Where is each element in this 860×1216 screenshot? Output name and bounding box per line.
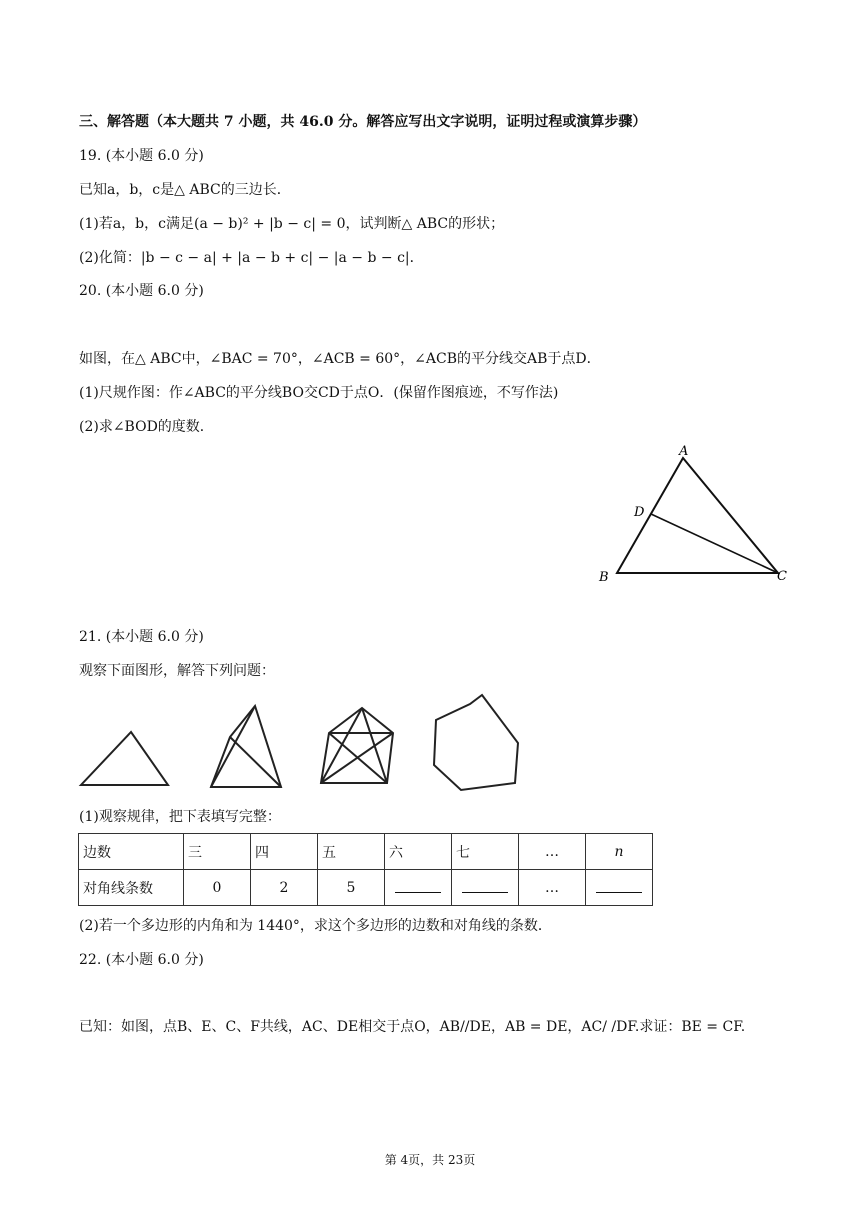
- table-cell: 对角线条数: [79, 870, 184, 906]
- answer-blank[interactable]: [395, 878, 441, 893]
- label-a: A: [679, 444, 689, 459]
- figure-quadrilateral: [211, 706, 281, 787]
- table-cell: [586, 870, 653, 906]
- q21-part2: (2)若一个多边形的内角和为 1440°，求这个多边形的边数和对角线的条数．: [79, 918, 552, 934]
- q20-title: 20. (本小题 6.0 分): [79, 283, 204, 299]
- label-d: D: [634, 505, 645, 520]
- q19-stem: 已知a，b，c是△ ABC的三边长．: [79, 182, 291, 198]
- q19-part2: (2)化简：|b − c − a| + |a − b + c| − |a − b − c|．: [79, 250, 424, 266]
- table-cell: [452, 870, 519, 906]
- figure-triangle: [81, 732, 168, 785]
- q20-stem: 如图，在△ ABC中，∠BAC = 70°，∠ACB = 60°，∠ACB的平分线交AB于点D．: [79, 351, 601, 367]
- q22-stem: 已知：如图，点B、E、C、F共线，AC、DE相交于点O，AB//DE，AB = DE，AC/ /DF.求证：BE = CF.: [79, 1019, 746, 1035]
- table-cell: 三: [184, 834, 251, 870]
- table-cell: 六: [385, 834, 452, 870]
- q20-part1: (1)尺规作图：作∠ABC的平分线BO交CD于点O．(保留作图痕迹，不写作法): [79, 385, 559, 401]
- q21-title: 21. (本小题 6.0 分): [79, 629, 204, 645]
- table-row: [79, 834, 653, 870]
- q21-part1: (1)观察规律，把下表填写完整：: [79, 809, 281, 825]
- q19-part1: (1)若a，b，c满足(a − b)² + |b − c| = 0，试判断△ ABC的形状；: [79, 216, 505, 232]
- table-cell: 0: [184, 870, 251, 906]
- page-footer: 第 4页，共 23页: [384, 1153, 476, 1167]
- table-cell: n: [586, 834, 653, 870]
- figure-heptagon: [434, 695, 518, 790]
- table-cell: 5: [318, 870, 385, 906]
- table-cell: 边数: [79, 834, 184, 870]
- table-cell: …: [519, 870, 586, 906]
- table-cell: 2: [251, 870, 318, 906]
- diagonal-table: [78, 833, 653, 906]
- label-c: C: [777, 569, 787, 584]
- section-heading: 三、解答题（本大题共 7 小题，共 46.0 分。解答应写出文字说明，证明过程或演算步骤）: [79, 114, 647, 130]
- table-cell: [385, 870, 452, 906]
- q20-part2: (2)求∠BOD的度数．: [79, 419, 214, 435]
- answer-blank[interactable]: [462, 878, 508, 893]
- table-cell: 七: [452, 834, 519, 870]
- label-b: B: [599, 570, 609, 585]
- table-cell: 五: [318, 834, 385, 870]
- q19-title: 19. (本小题 6.0 分): [79, 148, 204, 164]
- figure-pentagon: [321, 708, 393, 783]
- q21-stem: 观察下面图形，解答下列问题：: [79, 663, 275, 679]
- table-cell: 四: [251, 834, 318, 870]
- q22-title: 22. (本小题 6.0 分): [79, 952, 204, 968]
- answer-blank[interactable]: [596, 878, 642, 893]
- table-row: [79, 870, 653, 906]
- table-cell: …: [519, 834, 586, 870]
